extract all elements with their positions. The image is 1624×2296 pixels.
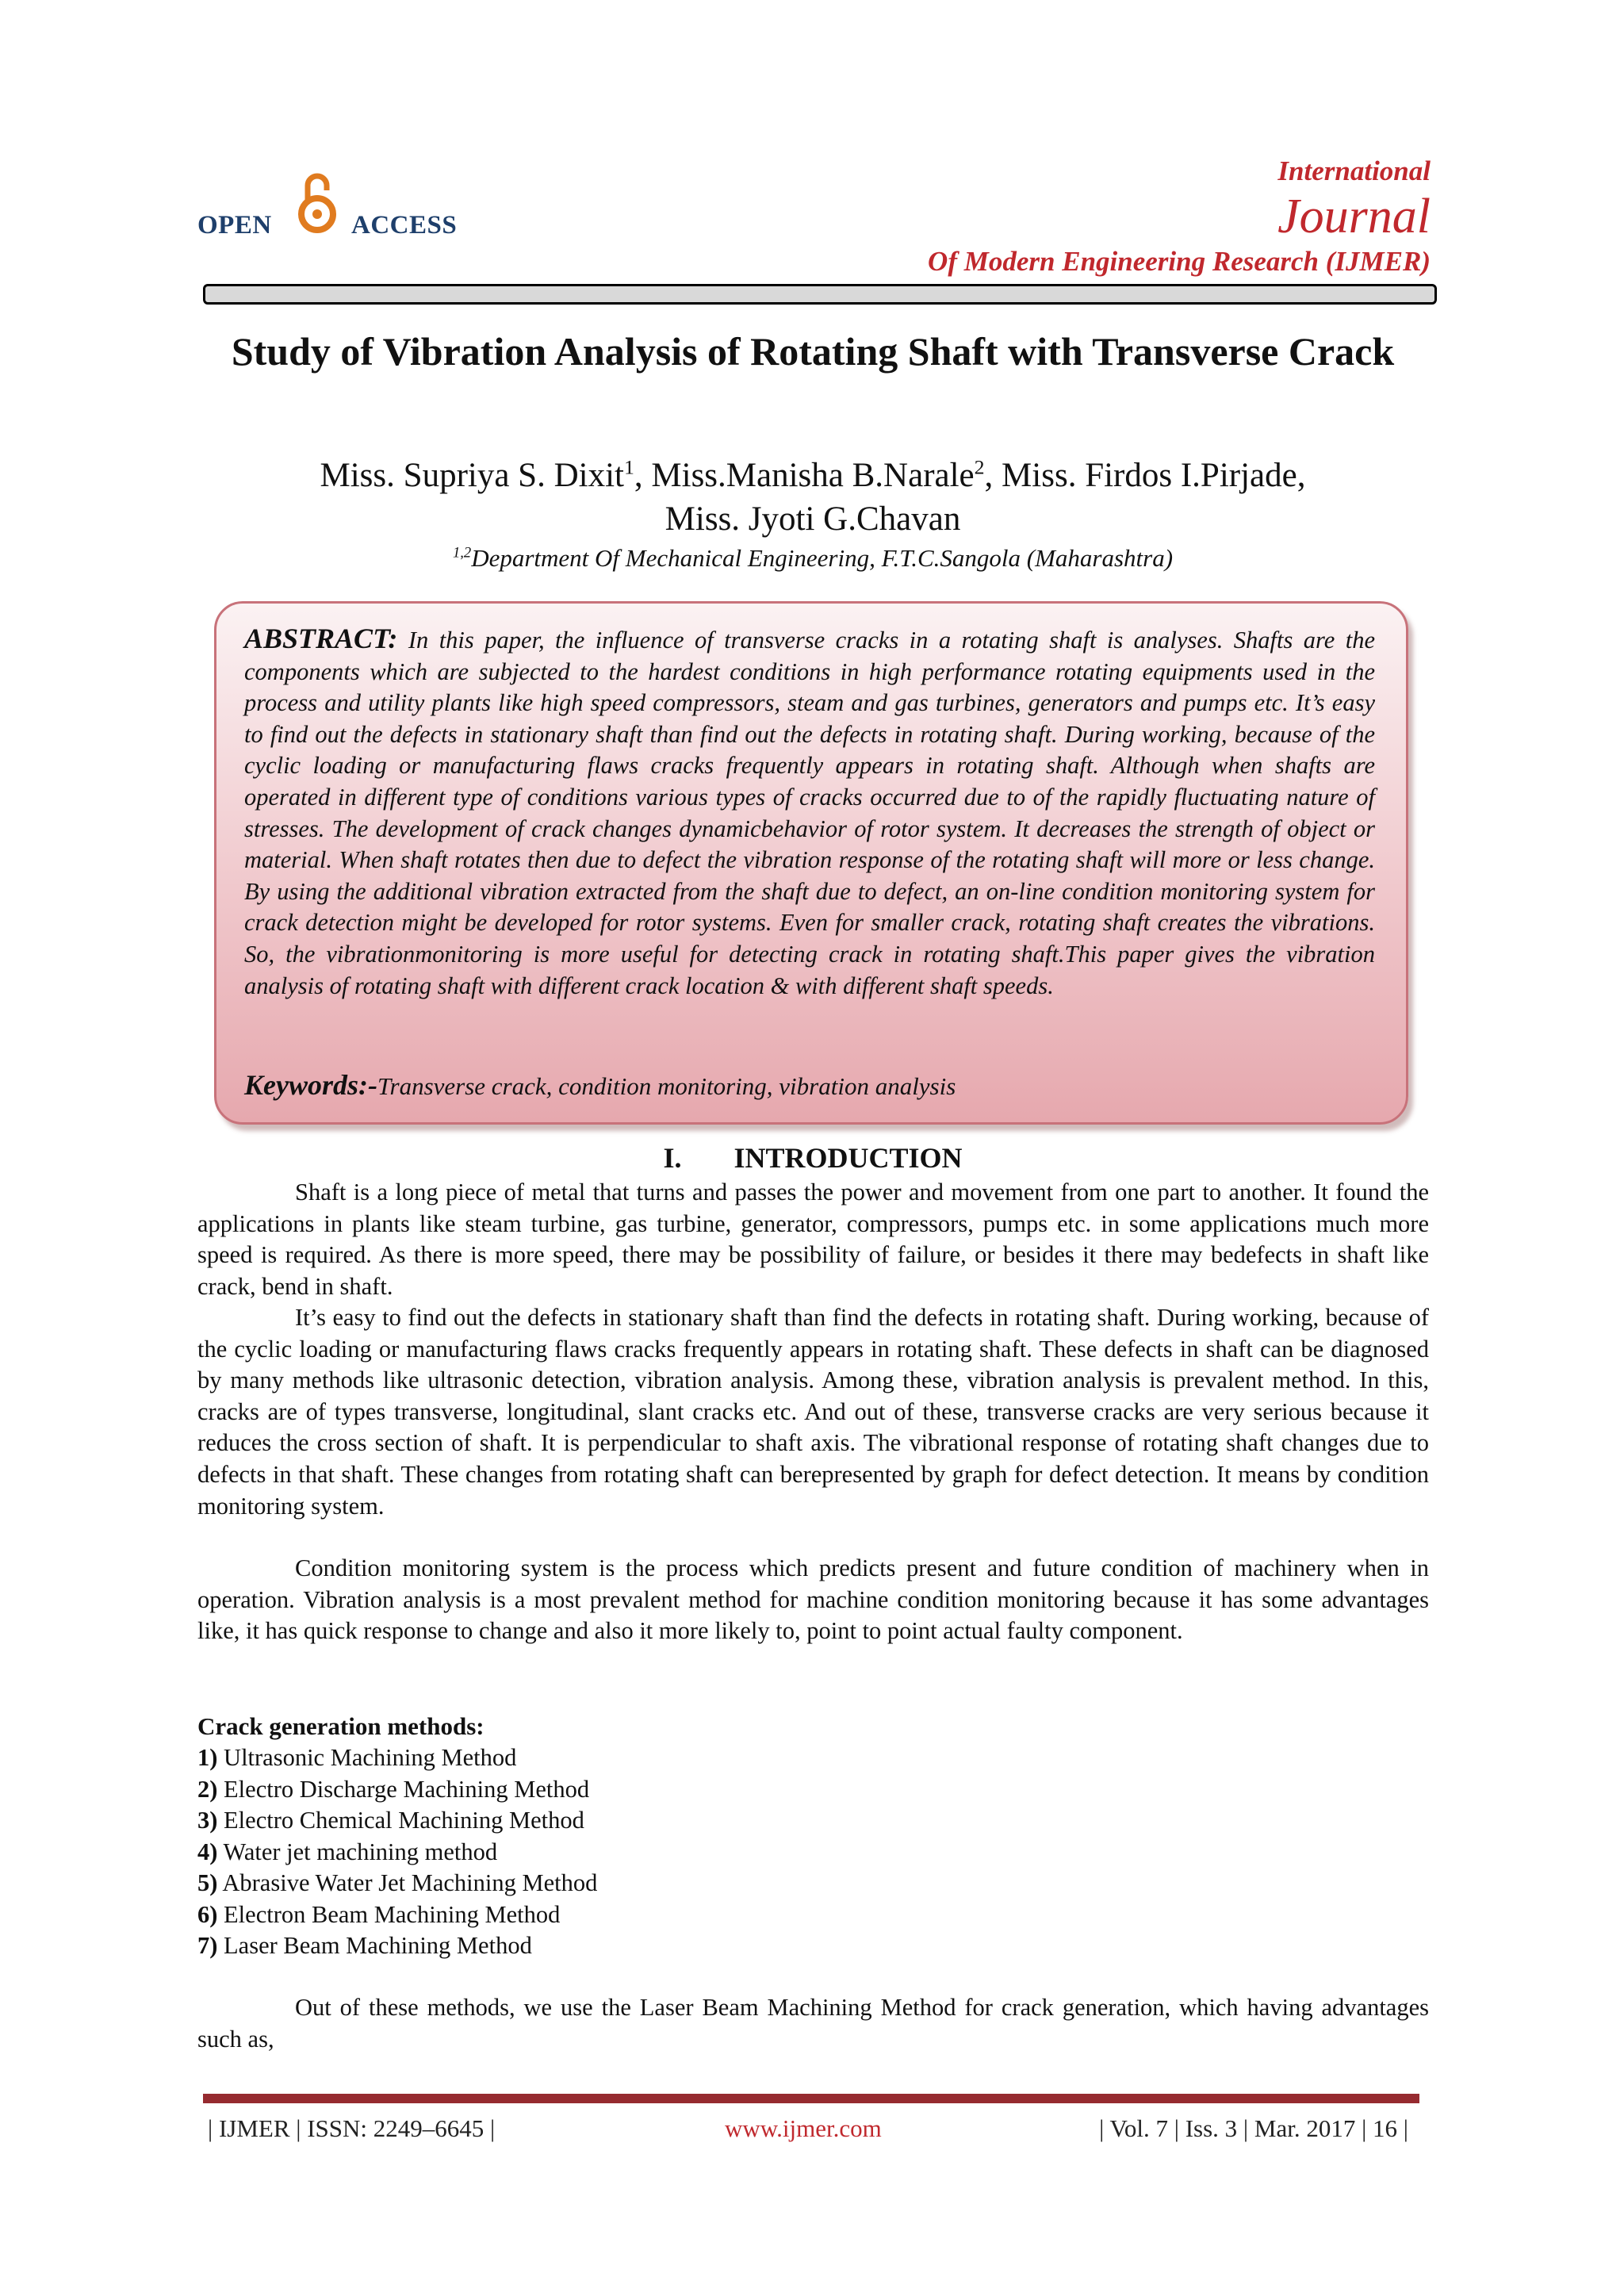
section-number: I. [663, 1142, 682, 1174]
intro-paragraph-4: Out of these methods, we use the Laser Beam Machining Method for crack generation, which having advantages such as, [197, 1994, 1429, 2053]
list-item: 5) Abrasive Water Jet Machining Method [197, 1869, 598, 1896]
paper-title: Study of Vibration Analysis of Rotating Shaft with Transverse Crack [231, 329, 1395, 374]
intro-paragraph-2: It’s easy to find out the defects in stationary shaft than find the defects in rotating shaft. During working, because of the cyclic loading or manufacturing flaws cracks frequently appears in rotating shaft. These defects in shaft can be diagnosed by many methods like ultrasonic detection, vibration analysis. Among these, vibration analysis is prevalent method. In this, cracks are of types transverse, longitudinal, slant cracks etc. And out of these, transverse cracks are very serious because it reduces the cross section of shaft. It is perpendicular to shaft axis. The vibrational response of rotating shaft changes due to defects in that shaft. These changes from rotating shaft can berepresented by graph for defect detection. It means by condition monitoring system. [197, 1304, 1429, 1520]
section-title: INTRODUCTION [733, 1142, 963, 1174]
author-1-affiliation-mark: 1 [623, 455, 634, 479]
author-4: Miss. Jyoti G.Chavan [665, 500, 961, 538]
author-list [190, 454, 1435, 541]
list-item: 3) Electro Chemical Machining Method [197, 1807, 584, 1834]
intro-paragraph-1: Shaft is a long piece of metal that turns and passes the power and movement from one part to another. It found the applications in plants like steam turbine, gas turbine, generator, compressors, pumps etc. in some applications much more speed is required. As there is more speed, there may be possibility of failure, or besides it there may bedefects in shaft like crack, bend in shaft. [197, 1179, 1429, 1300]
open-access-label-left: OPEN [197, 211, 272, 240]
keywords-label: Keywords:- [244, 1069, 377, 1101]
journal-name-line2: Journal [1277, 190, 1431, 243]
footer-issn: | IJMER | ISSN: 2249–6645 | [208, 2114, 496, 2142]
keywords-list: Transverse crack, condition monitoring, vibration analysis [377, 1072, 956, 1100]
keywords [244, 1069, 1375, 1102]
author-3: , Miss. Firdos I.Pirjade, [984, 457, 1306, 494]
open-access-label-right: ACCESS [351, 211, 458, 240]
journal-name-line1: International [1277, 155, 1431, 186]
methods-list-title: Crack generation methods: [197, 1712, 485, 1740]
affiliation-text: Department Of Mechanical Engineering, F.T.C.Sangola (Maharashtra) [471, 544, 1174, 572]
abstract-body: In this paper, the influence of transverse cracks in a rotating shaft is analyses. Shafts are the components which are subjected to the hardest conditions in high performance rotating equipments used in the process and utility plants like high speed compressors, steam and gas turbines, generators and pumps etc. It’s easy to find out the defects in stationary shaft than find out the defects in rotating shaft. During working, because of the cyclic loading or manufacturing flaws cracks frequently appears in rotating shaft. Although when shafts are operated in different type of conditions various types of cracks occurred due to of the rapidly fluctuating nature of stresses. The development of crack changes dynamicbehavior of rotor system. It decreases the strength of object or material. When shaft rotates then due to defect the vibration response of the rotating shaft will more or less change. By using the additional vibration extracted from the shaft due to defect, an on-line condition monitoring system for crack detection might be developed for rotor systems. Even for smaller crack, rotating shaft creates the vibrations. So, the vibrationmonitoring is more useful for detecting crack in rotating shaft.This paper gives the vibration analysis of rotating shaft with different crack location & with different shaft speeds. [244, 627, 1376, 999]
methods-list [197, 1742, 597, 1962]
affiliation [190, 542, 1435, 574]
section-heading [190, 1142, 1435, 1174]
footer-rule [203, 2094, 1419, 2103]
list-item: 1) Ultrasonic Machining Method [197, 1744, 517, 1771]
list-item: 6) Electron Beam Machining Method [197, 1900, 561, 1928]
list-item: 2) Electro Discharge Machining Method [197, 1775, 590, 1803]
intro-paragraph-3: Condition monitoring system is the process which predicts present and future condition of machinery when in operation. Vibration analysis is a most prevalent method for machine condition monitoring because it has some advantages like, it has quick response to change and also it more likely to, point to point actual faulty component. [197, 1554, 1429, 1645]
author-2-affiliation-mark: 2 [974, 455, 985, 479]
list-item: 7) Laser Beam Machining Method [197, 1932, 532, 1959]
author-2: , Miss.Manisha B.Narale [634, 457, 975, 494]
abstract-label: ABSTRACT: [244, 623, 398, 654]
abstract [244, 623, 1375, 1002]
author-1: Miss. Supriya S. Dixit [320, 457, 624, 494]
affiliation-mark: 1,2 [452, 544, 472, 562]
open-access-lock-icon [292, 168, 343, 240]
list-item: 4) Water jet machining method [197, 1838, 498, 1865]
footer-volume-page: | Vol. 7 | Iss. 3 | Mar. 2017 | 16 | [1099, 2114, 1408, 2142]
footer-website-link[interactable]: www.ijmer.com [725, 2114, 882, 2142]
journal-name-line3: Of Modern Engineering Research (IJMER) [928, 246, 1431, 277]
header-rule [203, 284, 1437, 305]
